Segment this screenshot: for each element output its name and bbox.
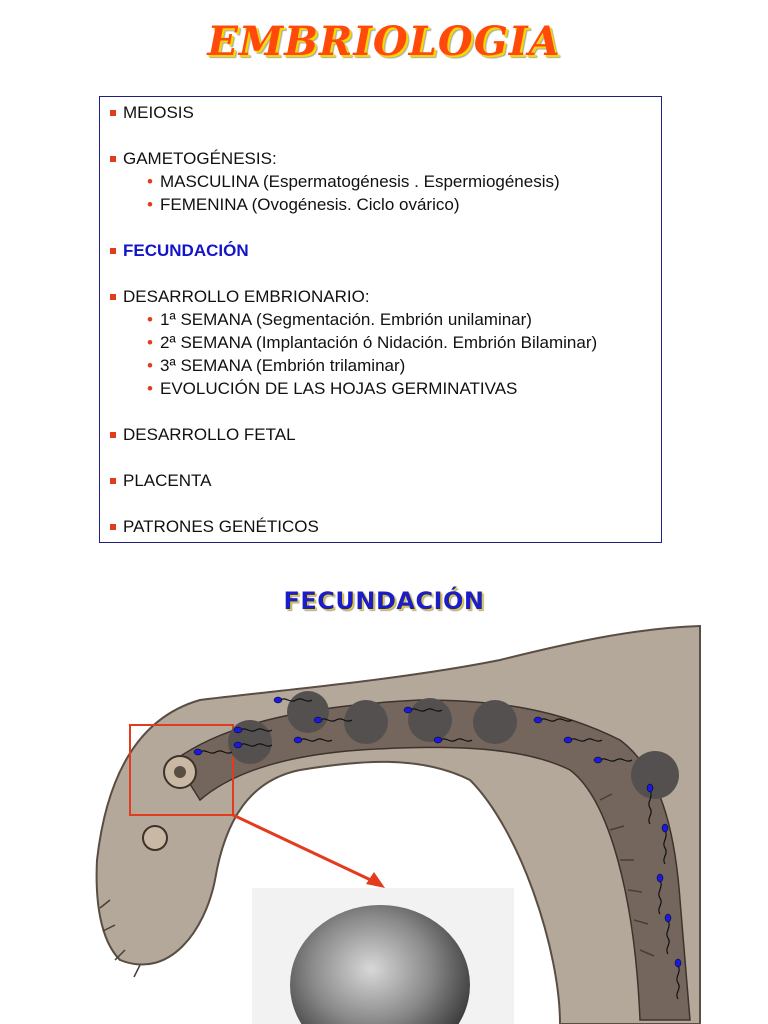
- second-oocyte: [143, 826, 167, 850]
- toc-item-fecundacion: [110, 239, 661, 262]
- toc-item-meiosis: [110, 101, 661, 124]
- toc-item-label: FECUNDACIÓN: [123, 241, 249, 260]
- sub-item-hojas-germinativas: • EVOLUCIÓN DE LAS HOJAS GERMINATIVAS: [147, 377, 661, 400]
- sub-item-masculina: • MASCULINA (Espermatogénesis . Espermiogénesis): [147, 170, 661, 193]
- toc-item-placenta: [110, 469, 661, 492]
- toc-item-label: DESARROLLO EMBRIONARIO:: [123, 287, 370, 306]
- toc-item-label: PLACENTA: [123, 471, 212, 490]
- sub-item-semana-1: • 1ª SEMANA (Segmentación. Embrión unilaminar): [147, 308, 661, 331]
- contents-box: [99, 96, 662, 543]
- sub-item-semana-3: • 3ª SEMANA (Embrión trilaminar): [147, 354, 661, 377]
- toc-item-label: GAMETOGÉNESIS:: [123, 149, 277, 168]
- toc-item-patrones-geneticos: [110, 515, 661, 538]
- sub-list: [123, 170, 661, 216]
- sub-list: [123, 308, 661, 400]
- sub-item-femenina: • FEMENINA (Ovogénesis. Ciclo ovárico): [147, 193, 661, 216]
- toc-item-desarrollo-embrionario: [110, 285, 661, 400]
- toc-item-label: PATRONES GENÉTICOS: [123, 517, 319, 536]
- fertilization-diagram: [0, 620, 768, 1024]
- toc-item-label: DESARROLLO FETAL: [123, 425, 296, 444]
- toc-item-gametogenesis: [110, 147, 661, 216]
- oocyte-nucleus: [174, 766, 186, 778]
- arrow-line: [233, 815, 375, 882]
- contents-list: [100, 97, 661, 538]
- toc-item-label: MEIOSIS: [123, 103, 194, 122]
- arrow-head: [366, 872, 385, 888]
- toc-item-desarrollo-fetal: [110, 423, 661, 446]
- slide-title: FECUNDACIÓN: [283, 587, 485, 615]
- slide-title: EMBRIOLOGIA: [207, 18, 561, 65]
- sub-item-semana-2: • 2ª SEMANA (Implantación ó Nidación. Embrión Bilaminar): [147, 331, 661, 354]
